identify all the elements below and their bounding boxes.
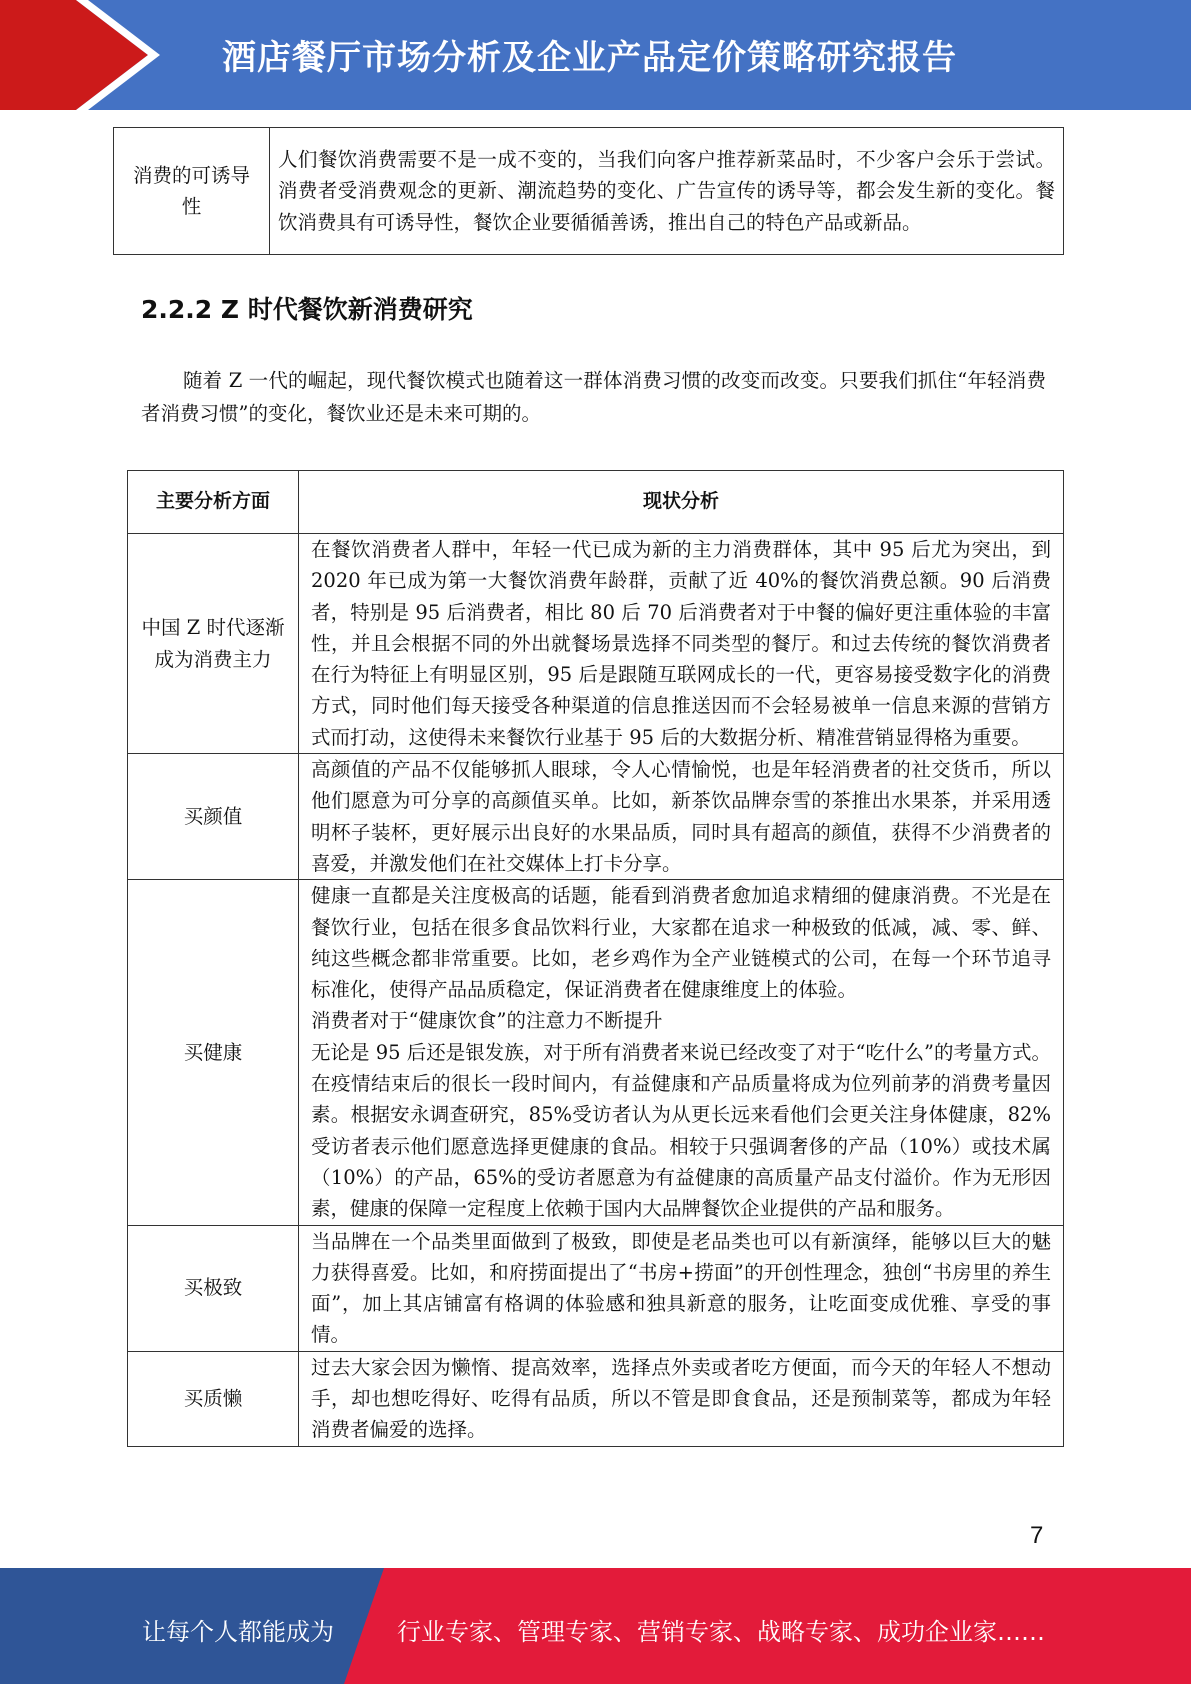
row-label: 买质懒 [128, 1351, 299, 1446]
row-content [299, 1225, 1064, 1351]
table-row [128, 1351, 1064, 1446]
page-footer [0, 1568, 1191, 1684]
row-content [299, 1351, 1064, 1446]
intro-paragraph: 随着 Z 一代的崛起，现代餐饮模式也随着这一群体消费习惯的改变而改变。只要我们抓住“年轻消费者消费习惯”的变化，餐饮业还是未来可期的。 [141, 369, 1046, 425]
row-label: 消费的可诱导性 [114, 128, 270, 255]
table-row [114, 128, 1064, 255]
footer-slogan-left: 让每个人都能成为 [142, 1618, 334, 1646]
column-header-aspect: 主要分析方面 [128, 471, 299, 534]
row-label: 买极致 [128, 1225, 299, 1351]
report-title: 酒店餐厅市场分析及企业产品定价策略研究报告 [222, 38, 957, 78]
table-row [128, 1225, 1064, 1351]
page-number: 7 [1030, 1522, 1044, 1549]
row-content [299, 534, 1064, 754]
page-header [0, 0, 1191, 110]
table-row [128, 534, 1064, 754]
z-generation-analysis-table [127, 470, 1064, 1447]
content-subheading: 消费者对于“健康饮食”的注意力不断提升 [311, 1009, 663, 1033]
consumption-table-continued [113, 127, 1064, 255]
row-content [299, 880, 1064, 1225]
content-paragraph: 健康一直都是关注度极高的话题，能看到消费者愈加追求精细的健康消费。不光是在餐饮行业，包括在很多食品饮料行业，大家都在追求一种极致的低减，减、零、鲜、纯这些概念都非常重要。比如，老乡鸡作为全产业链模式的公司，在每一个环节追寻标准化，使得产品品质稳定，保证消费者在健康维度上的体验。 [311, 884, 1051, 1002]
footer-slogan-right: 行业专家、管理专家、营销专家、战略专家、成功企业家…… [397, 1618, 1045, 1646]
table-row [128, 880, 1064, 1225]
row-content: 人们餐饮消费需要不是一成不变的，当我们向客户推荐新菜品时，不少客户会乐于尝试。消费者受消费观念的更新、潮流趋势的变化、广告宣传的诱导等，都会发生新的变化。餐饮消费具有可诱导性，餐饮企业要循循善诱，推出自己的特色产品或新品。 [270, 128, 1064, 255]
table-row [128, 754, 1064, 880]
row-label: 买颜值 [128, 754, 299, 880]
content-paragraph: 高颜值的产品不仅能够抓人眼球，令人心情愉悦，也是年轻消费者的社交货币，所以他们愿意为可分享的高颜值买单。比如，新茶饮品牌奈雪的茶推出水果茶，并采用透明杯子装杯，更好展示出良好的水果品质，同时具有超高的颜值，获得不少消费者的喜爱，并激发他们在社交媒体上打卡分享。 [311, 758, 1051, 875]
content-paragraph: 过去大家会因为懒惰、提高效率，选择点外卖或者吃方便面，而今天的年轻人不想动手，却也想吃得好、吃得有品质，所以不管是即食食品，还是预制菜等，都成为年轻消费者偏爱的选择。 [311, 1355, 1051, 1442]
section-heading: 2.2.2 Z 时代餐饮新消费研究 [141, 295, 473, 324]
table-header-row [128, 471, 1064, 534]
column-header-analysis: 现状分析 [299, 471, 1064, 534]
content-paragraph: 在餐饮消费者人群中，年轻一代已成为新的主力消费群体，其中 95 后尤为突出，到 2020 年已成为第一大餐饮消费年龄群，贡献了近 40%的餐饮消费总额。90 后消费者，特别是 95 后消费者，相比 80 后 70 后消费者对于中餐的偏好更注重体验的丰富性，并且会根据不同的外出就餐场景选择不同类型的餐厅。和过去传统的餐饮消费者在行为特征上有明显区别，95 后是跟随互联网成长的一代，更容易接受数字化的消费方式，同时他们每天接受各种渠道的信息推送因而不会轻易被单一信息来源的营销方式而打动，这使得未来餐饮行业基于 95 后的大数据分析、精准营销显得格为重要。 [311, 538, 1051, 749]
content-paragraph: 当品牌在一个品类里面做到了极致，即使是老品类也可以有新演绎，能够以巨大的魅力获得喜爱。比如，和府捞面提出了“书房+捞面”的开创性理念，独创“书房里的养生面”，加上其店铺富有格调的体验感和独具新意的服务，让吃面变成优雅、享受的事情。 [311, 1229, 1051, 1347]
content-paragraph: 无论是 95 后还是银发族，对于所有消费者来说已经改变了对于“吃什么”的考量方式。在疫情结束后的很长一段时间内，有益健康和产品质量将成为位列前茅的消费考量因素。根据安永调查研究，85%受访者认为从更长远来看他们会更关注身体健康，82%受访者表示他们愿意选择更健康的食品。相较于只强调奢侈的产品（10%）或技术属（10%）的产品，65%的受访者愿意为有益健康的高质量产品支付溢价。作为无形因素，健康的保障一定程度上依赖于国内大品牌餐饮企业提供的产品和服务。 [311, 1040, 1051, 1221]
row-content [299, 754, 1064, 880]
row-label: 中国 Z 时代逐渐成为消费主力 [128, 534, 299, 754]
row-label: 买健康 [128, 880, 299, 1225]
